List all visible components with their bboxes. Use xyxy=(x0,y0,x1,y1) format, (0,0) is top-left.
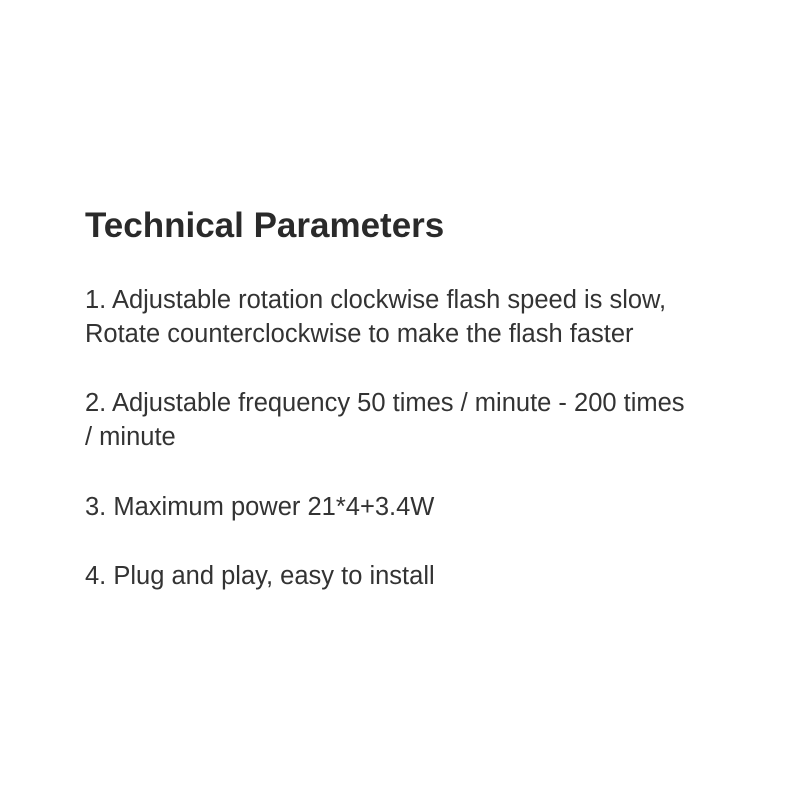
page-title: Technical Parameters xyxy=(85,206,445,245)
parameter-item-3 xyxy=(85,490,434,524)
parameter-item-1-line-1: 1. Adjustable rotation clockwise flash speed is slow, xyxy=(85,286,667,314)
parameter-item-2-line-1: 2. Adjustable frequency 50 times / minute - 200 times xyxy=(85,389,685,417)
parameter-item-1 xyxy=(85,283,666,351)
parameter-item-4-line-1: 4. Plug and play, easy to install xyxy=(85,562,435,590)
parameter-item-2 xyxy=(85,386,685,454)
technical-parameters-panel xyxy=(85,0,785,800)
parameter-item-1-line-2: Rotate counterclockwise to make the flash faster xyxy=(85,320,634,348)
parameter-item-4 xyxy=(85,559,435,593)
parameter-item-2-line-2: / minute xyxy=(85,423,176,451)
parameter-item-3-line-1: 3. Maximum power 21*4+3.4W xyxy=(85,493,435,521)
